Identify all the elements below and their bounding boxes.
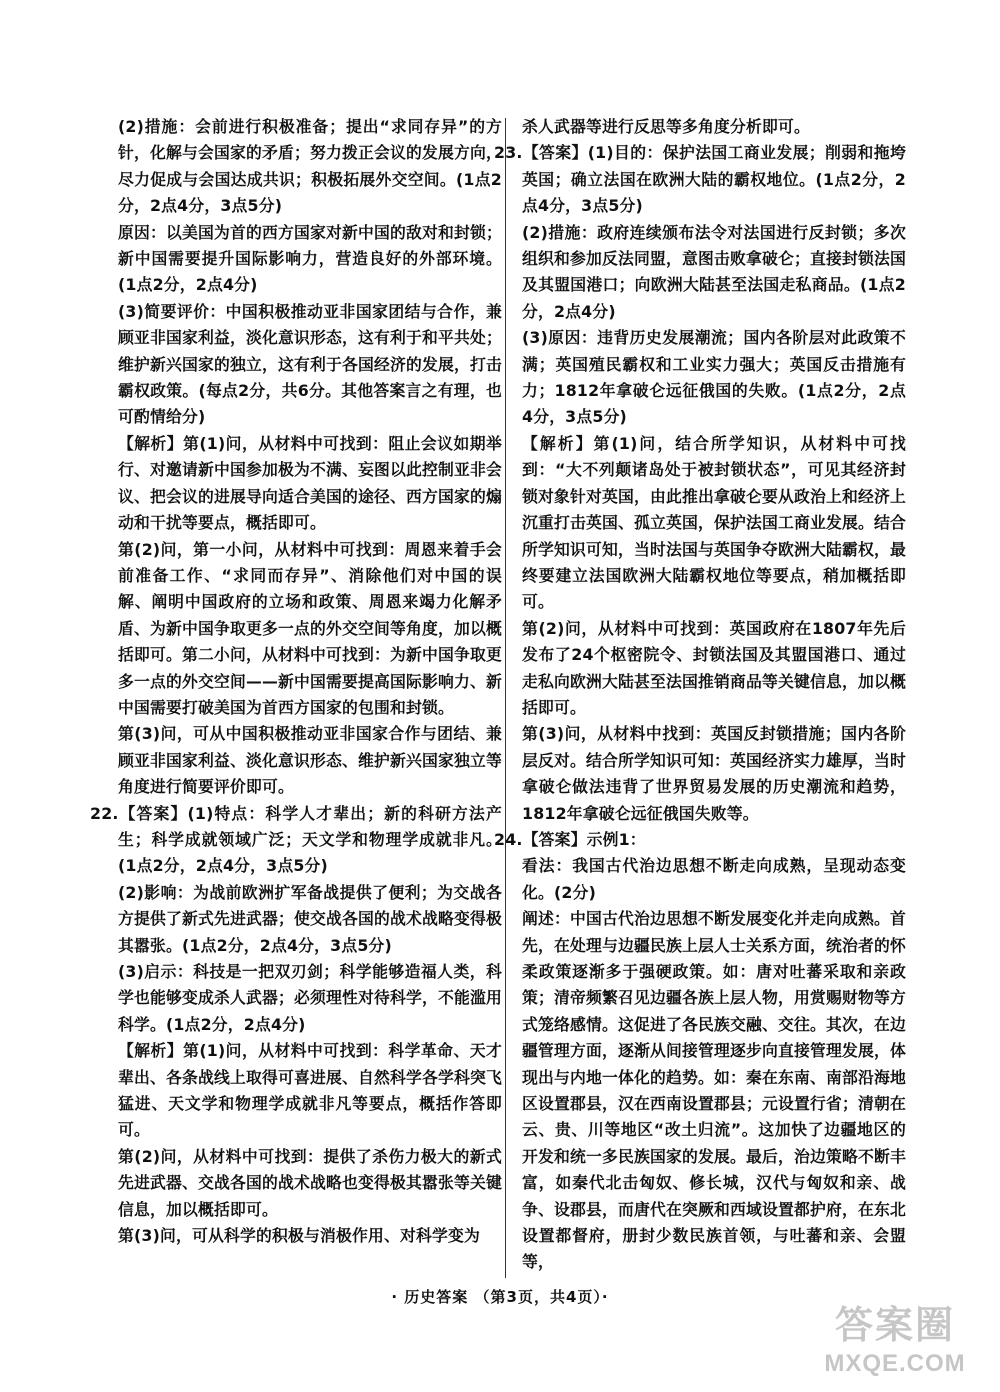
- q23-analysis-3: 第(3)问，从材料中找到：英国反封锁措施；国内各阶层反对。结合所学知识可知：英国经济实力雄厚，当时拿破仑做法违背了世界贸易发展的历史潮流和趋势，1812年拿破仑远征俄国失败等。: [522, 724, 906, 823]
- analysis-text: 第(1)问，从材料中可找到：科学革命、天才辈出、各条战线上取得可喜进展、自然科学各学科突飞猛进、天文学和物理学成就非凡等要点，概括作答即可。: [118, 1041, 502, 1140]
- watermark-logo: [800, 1300, 990, 1388]
- q24-answer: [494, 827, 906, 853]
- q23-part2: (2)措施：政府连续颁布法令对法国进行反封锁；多次组织和参加反法同盟，意图击败拿破仑；直接封锁法国及其盟国港口；向欧洲大陆甚至法国走私商品。(1点2分，2点4分): [522, 222, 906, 321]
- view-label: 看法：: [522, 856, 573, 876]
- q21-part3: (3)简要评价：中国积极推动亚非国家团结与合作，兼顾亚非国家利益，淡化意识形态，这有利于和平共处；维护新兴国家的独立，这有利于各国经济的发展，打击霸权政策。(每点2分，共6分。其他答案言之有理，也可酌情给分): [118, 301, 502, 427]
- analysis-label: 【解析】: [118, 1041, 184, 1061]
- watermark-text: 答案圈: [834, 1303, 955, 1347]
- q22-answer: [90, 801, 502, 880]
- q23-analysis: [522, 431, 906, 616]
- q22-part1: (1)特点：科学人才辈出；新的科研方法产生；科学成就领域广泛；天文学和物理学成就非凡。(1点2分，2点4分，3点5分): [118, 803, 502, 876]
- analysis-text: 第(1)问，从材料中可找到：阻止会议如期举行、对邀请新中国参加极为不满、妄图以此控制亚非会议、把会议的进展导向适合美国的途径、西方国家的煽动和干扰等要点，概括即可。: [118, 433, 502, 533]
- q23-part1: (1)目的：保护法国工商业发展；削弱和拖垮英国；确立法国在欧洲大陆的霸权地位。(1点2分，2点4分，3点5分): [522, 143, 906, 216]
- q22-part2: (2)影响：为战前欧洲扩军备战提供了便利；为交战各方提供了新式先进武器；使交战各国的战术战略变得极其嚣张。(1点2分，2点4分，3点5分): [118, 882, 502, 955]
- q21-reason: 原因：以美国为首的西方国家对新中国的敌对和封锁；新中国需要提升国际影响力，营造良好的外部环境。(1点2分，2点4分): [118, 222, 502, 295]
- column-divider: [505, 118, 506, 1278]
- page-footer: · 历史答案 （第3页，共4页）·: [391, 1288, 609, 1306]
- question-number: 24.: [494, 829, 523, 849]
- right-column: [494, 114, 906, 1276]
- q24-view: [522, 853, 906, 906]
- q23-answer: [494, 140, 906, 219]
- q21-analysis-3: 第(3)问，可从中国积极推动亚非国家合作与团结、兼顾亚非国家利益、淡化意识形态、维护新兴国家独立等角度进行简要评价即可。: [118, 724, 502, 797]
- explain-label: 阐述：: [522, 909, 570, 929]
- question-number: 22.: [90, 803, 119, 823]
- q21-part2: (2)措施：会前进行积极准备；提出“求同存异”的方针，化解与会国家的矛盾；努力拨正会议的发展方向，尽力促成与会国达成共识；积极拓展外交空间。(1点2分，2点4分，3点5分): [118, 117, 502, 216]
- q22-continuation: 杀人武器等进行反思等多角度分析即可。: [522, 117, 810, 136]
- q23-analysis-2: 第(2)问，从材料中可找到：英国政府在1807年先后发布了24个枢密院令、封锁法国及其盟国港口、通过走私向欧洲大陆甚至法国推销商品等关键信息，加以概括即可。: [522, 618, 906, 717]
- analysis-label: 【解析】: [118, 433, 184, 453]
- analysis-label: 【解析】: [522, 433, 594, 453]
- q24-explain: [522, 906, 906, 1276]
- left-column: [90, 114, 502, 1249]
- q21-analysis-2: 第(2)问，第一小问，从材料中可找到：周恩来着手会前准备工作、“求同而存异”、消除他们对中国的误解、阐明中国政府的立场和政策、周恩来竭力化解矛盾、为新中国争取更多一点的外交空间等角度，加以概括即可。第二小问，从材料中可找到：为新中国争取更多一点的外交空间——新中国需要提高国际影响力、新中国需要打破美国为首西方国家的包围和封锁。: [118, 539, 502, 717]
- answer-label: 【答案】: [118, 803, 188, 823]
- q23-part3: (3)原因：违背历史发展潮流；国内各阶层对此政策不满；英国殖民霸权和工业实力强大；英国反击措施有力；1812年拿破仑远征俄国的失败。(1点2分，2点4分，3点5分): [522, 328, 906, 427]
- q22-analysis-2: 第(2)问，从材料中可找到：提供了杀伤力极大的新式先进武器、交战各国的战术战略也变得极其嚣张等关键信息，加以概括即可。: [118, 1146, 502, 1219]
- analysis-text: 第(1)问，结合所学知识，从材料中可找到：“大不列颠诸岛处于被封锁状态”，可见其经济封锁对象针对英国，由此推出拿破仑要从政治上和经济上沉重打击英国、孤立英国，保护法国工商业发展。结合所学知识可知，当时法国与英国争夺欧洲大陆霸权，最终要建立法国欧洲大陆霸权地位等要点，稍加概括即可。: [522, 433, 906, 612]
- answer-label: 【答案】: [522, 829, 587, 849]
- answer-label: 【答案】: [522, 143, 588, 163]
- q21-analysis: [118, 431, 502, 537]
- q24-example: 示例1：: [586, 829, 646, 849]
- q22-part3: (3)启示：科技是一把双刃剑；科学能够造福人类，科学也能够变成杀人武器；必须理性对待科学，不能滥用科学。(1点2分，2点4分): [118, 962, 502, 1034]
- q22-analysis: [118, 1038, 502, 1144]
- question-number: 23.: [494, 143, 523, 163]
- view-text: 我国古代治边思想不断走向成熟，呈现动态变化。(2分): [522, 856, 906, 902]
- q22-analysis-3: 第(3)问，可从科学的积极与消极作用、对科学变为: [118, 1226, 480, 1246]
- explain-text: 中国古代治边思想不断发展变化并走向成熟。首先，在处理与边疆民族上层人士关系方面，统治者的怀柔政策逐渐多于强硬政策。如：唐对吐蕃采取和亲政策；清帝频繁召见边疆各族上层人物，用赏赐财物等方式笼络感情。这促进了各民族交融、交往。其次，在边疆管理方面，逐渐从间接管理逐步向直接管理发展，体现出与内地一体化的趋势。如：秦在东南、南部沿海地区设置郡县，汉在西南设置郡县；元设置行省；清朝在云、贵、川等地区“改土归流”。这加快了边疆地区的开发和统一多民族国家的发展。最后，治边策略不断丰富，如秦代北击匈奴、修长城，汉代与匈奴和亲、战争、设郡县，而唐代在突厥和西域设置都护府，在东北设置都督府，册封少数民族首领，与吐蕃和亲、会盟等，: [522, 909, 906, 1272]
- watermark-url: MXQE.COM: [824, 1350, 966, 1377]
